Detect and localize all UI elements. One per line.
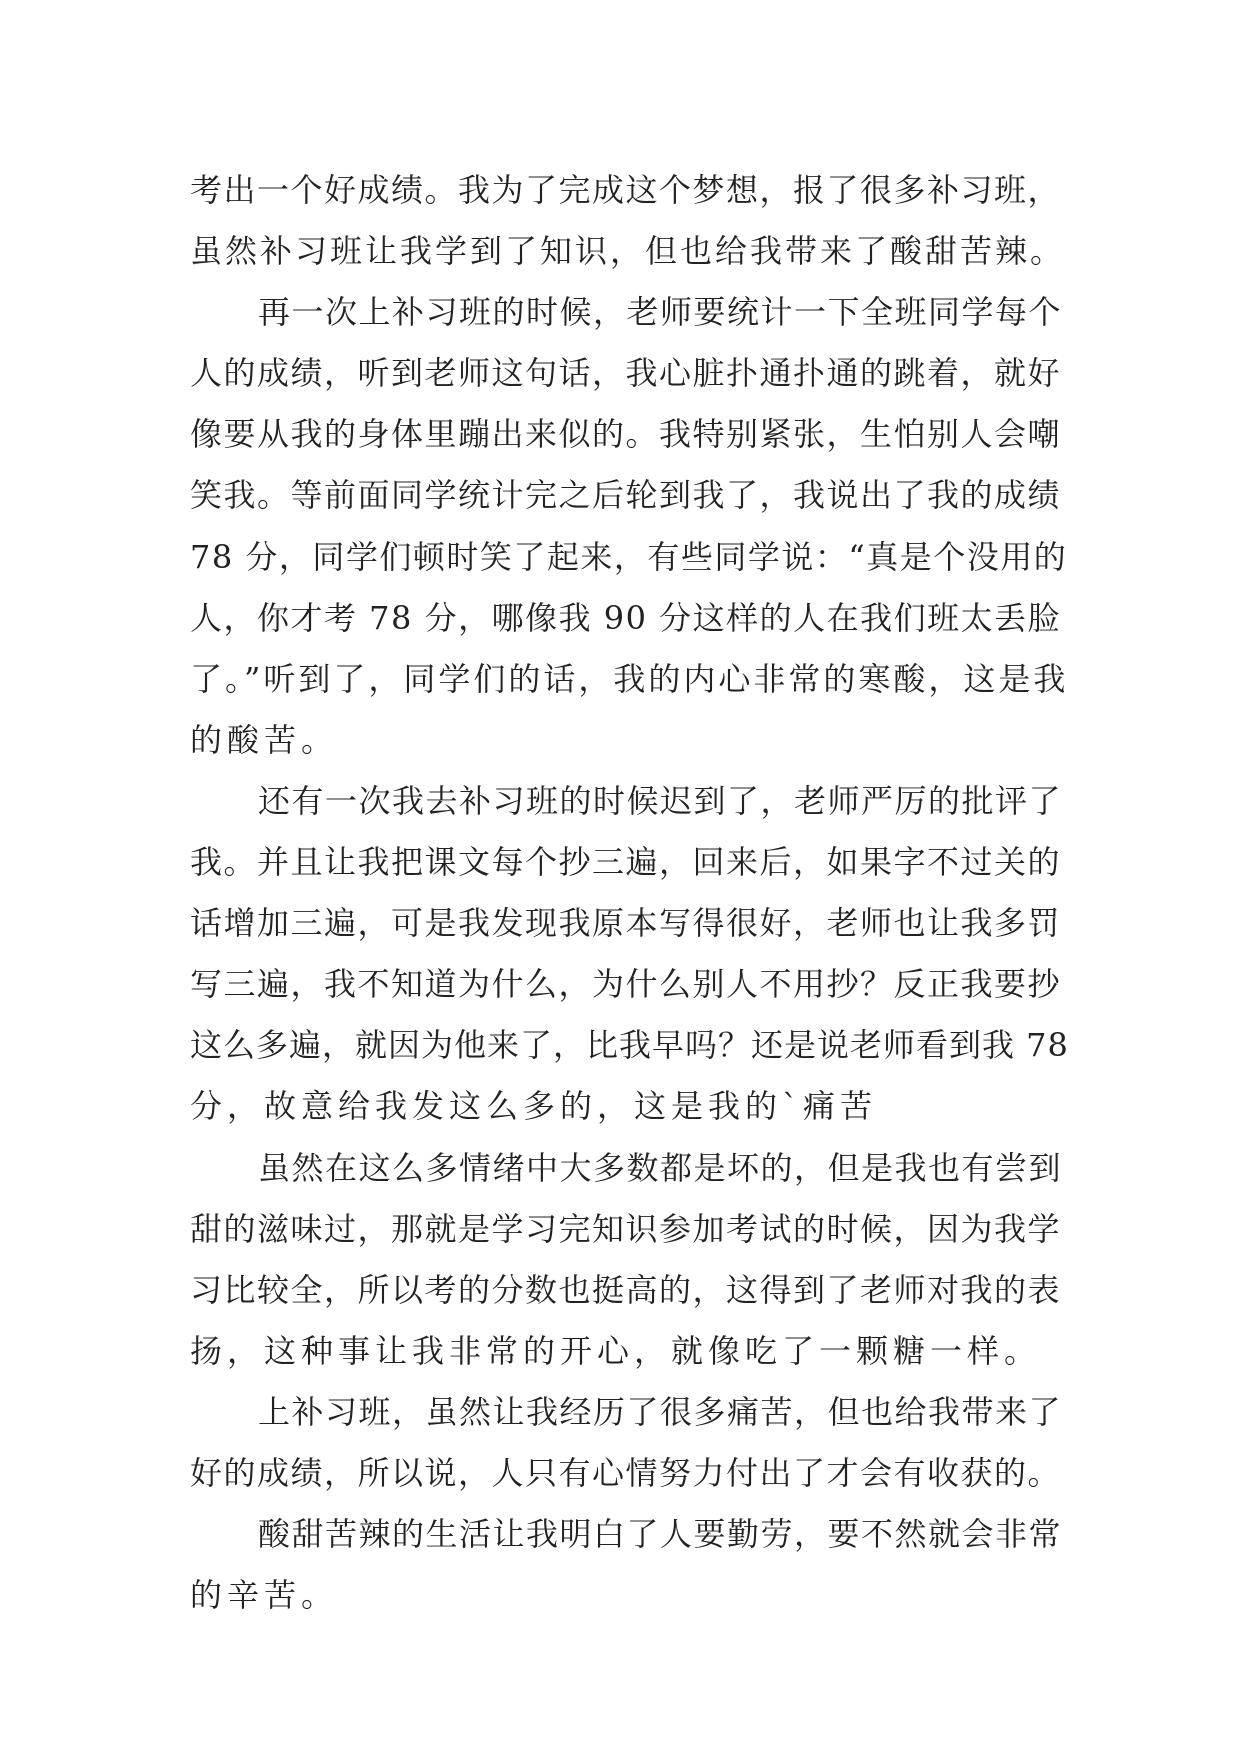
text-line: 人的成绩，听到老师这句话，我心脏扑通扑通的跳着，就好 [190,354,1062,393]
text-line: 还有一次我去补习班的时候迟到了，老师严厉的批评了 [258,781,1063,820]
essay-text-block [190,160,1070,1626]
text-line: 人，你才考 78 分，哪像我 90 分这样的人在我们班太丢脸 [190,598,1062,637]
text-line: 我。并且让我把课文每个抄三遍，回来后，如果字不过关的 [190,843,1062,882]
text-line: 写三遍，我不知道为什么，为什么别人不用抄？反正我要抄 [190,965,1062,1004]
text-line: 虽然在这么多情绪中大多数都是坏的，但是我也有尝到 [258,1148,1063,1187]
text-line: 虽然补习班让我学到了知识，但也给我带来了酸甜苦辣。 [190,232,1066,271]
text-line: 这么多遍，就因为他来了，比我早吗？还是说老师看到我 78 [190,1026,1069,1065]
text-line: 了。”听到了，同学们的话，我的内心非常的寒酸，这是我 [190,659,1069,698]
text-line: 习比较全，所以考的分数也挺高的，这得到了老师对我的表 [190,1270,1062,1309]
text-line: 好的成绩，所以说，人只有心情努力付出了才会有收获的。 [190,1453,1062,1492]
text-line: 甜的滋味过，那就是学习完知识参加考试的时候，因为我学 [190,1209,1062,1248]
text-line: 78 分，同学们顿时笑了起来，有些同学说：“真是个没用的 [190,537,1068,576]
text-line: 考出一个好成绩。我为了完成这个梦想，报了很多补习班， [190,171,1062,209]
text-line: 话增加三遍，可是我发现我原本写得很好，老师也让我多罚 [190,904,1062,943]
text-line: 像要从我的身体里蹦出来似的。我特别紧张，生怕别人会嘲 [190,415,1062,454]
text-line: 分，故意给我发这么多的，这是我的`痛苦 [190,1087,878,1126]
text-line: 酸甜苦辣的生活让我明白了人要勤劳，要不然就会非常 [258,1515,1063,1554]
text-line: 再一次上补习班的时候，老师要统计一下全班同学每个 [258,293,1063,332]
text-line: 的酸苦。 [190,720,339,759]
text-line: 笑我。等前面同学统计完之后轮到我了，我说出了我的成绩 [190,476,1062,515]
text-line: 上补习班，虽然让我经历了很多痛苦，但也给我带来了 [258,1392,1063,1431]
text-line: 扬，这种事让我非常的开心，就像吃了一颗糖一样。 [190,1331,1042,1370]
text-line: 的辛苦。 [190,1576,339,1615]
